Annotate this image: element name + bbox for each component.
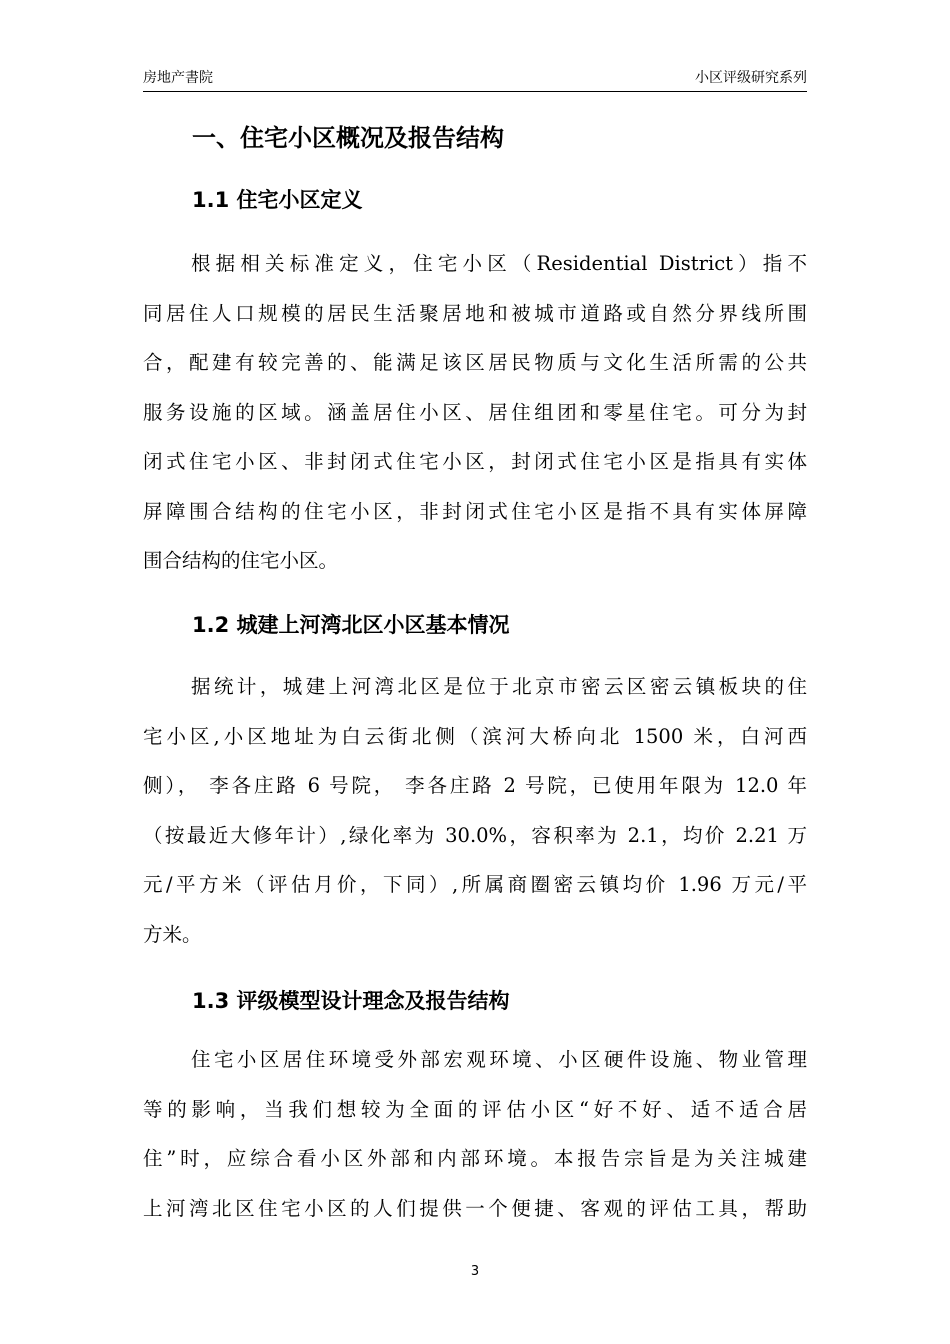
paragraph-line: 据统计，城建上河湾北区是位于北京市密云区密云镇板块的住 [191,675,807,698]
paragraph-line: 上河湾北区住宅小区的人们提供一个便捷、客观的评估工具，帮助 [143,1196,807,1220]
paragraph-line: （按最近大修年计）,绿化率为 30.0%，容积率为 2.1，均价 2.21 万 [143,823,807,847]
page-number: 3 [470,1264,480,1279]
paragraph-line: 服务设施的区域。涵盖居住小区、居住组团和零星住宅。可分为封 [143,400,807,424]
paragraph-line: 元/平方米（评估月价，下同）,所属商圈密云镇均价 1.96 万元/平 [143,873,807,896]
paragraph-line: 住”时，应综合看小区外部和内部环境。本报告宗旨是为关注城建 [143,1147,807,1170]
paragraph-line: 根据相关标准定义，住宅小区（Residential District）指不 [191,252,807,275]
paragraph-definition [143,239,807,586]
paragraph-line: 侧）， 李各庄路 6 号院， 李各庄路 2 号院，已使用年限为 12.0 年 [143,774,807,797]
paragraph-line: 等的影响，当我们想较为全面的评估小区“好不好、适不适合居 [143,1097,807,1121]
header-publisher: 房地产書院 [143,70,213,86]
paragraph-line: 屏障围合结构的住宅小区，非封闭式住宅小区是指不具有实体屏障 [143,499,807,523]
header-rule [143,91,807,92]
section-heading-1-3: 1.3 评级模型设计理念及报告结构 [192,989,510,1013]
paragraph-line: 同居住人口规模的居民生活聚居地和被城市道路或自然分界线所围 [143,301,807,325]
chapter-title: 一、住宅小区概况及报告结构 [192,124,504,152]
paragraph-basic-info [143,662,807,959]
paragraph-line: 闭式住宅小区、非封闭式住宅小区，封闭式住宅小区是指具有实体 [143,450,807,473]
section-heading-1-1: 1.1 住宅小区定义 [192,188,363,212]
page-header [143,66,807,90]
paragraph-line: 方米。 [143,922,202,946]
paragraph-line: 宅小区,小区地址为白云街北侧（滨河大桥向北 1500 米，白河西 [143,724,807,748]
paragraph-line: 围合结构的住宅小区。 [143,549,339,572]
section-heading-1-2: 1.2 城建上河湾北区小区基本情况 [192,613,510,637]
paragraph-model-design [143,1035,807,1233]
header-series: 小区评级研究系列 [695,70,807,86]
paragraph-line: 住宅小区居住环境受外部宏观环境、小区硬件设施、物业管理 [191,1048,807,1071]
paragraph-line: 合，配建有较完善的、能满足该区居民物质与文化生活所需的公共 [143,351,807,374]
